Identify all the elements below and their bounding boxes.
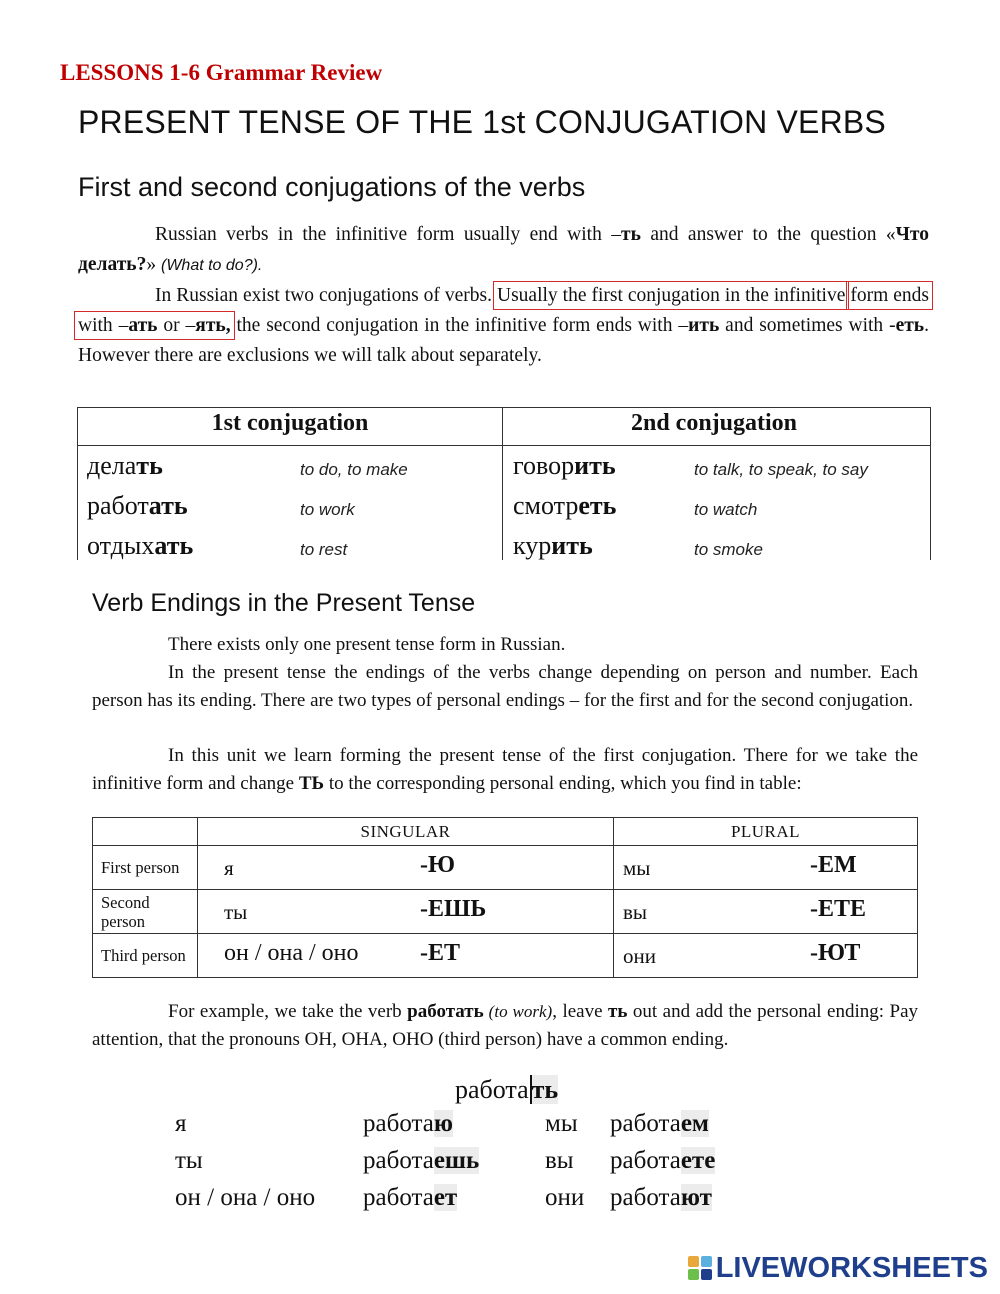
conjugation-table xyxy=(77,407,931,560)
ending: -ЕШЬ xyxy=(420,896,487,922)
verb-rabotat: работать xyxy=(87,491,188,520)
conjugated-form: работают xyxy=(610,1184,712,1211)
translation: to work xyxy=(300,500,355,519)
pronoun: мы xyxy=(545,1110,578,1137)
verb-smotret: смотреть xyxy=(513,491,617,520)
liveworksheets-logo[interactable]: LIVEWORKSHEETS xyxy=(688,1252,988,1285)
plural-header: PLURAL xyxy=(614,818,918,846)
paragraph-one-form: There exists only one present tense form in Russian. xyxy=(168,634,566,655)
pronoun: он / она / оно xyxy=(224,940,359,966)
pronoun: вы xyxy=(545,1147,574,1174)
person-label: Third person xyxy=(93,934,198,978)
translation: to do, to make xyxy=(300,460,408,479)
highlight-box-2: form ends with –ать or –ять, xyxy=(78,285,930,336)
first-conjugation-header: 1st conjugation xyxy=(211,410,369,436)
conjugated-form: работаю xyxy=(363,1110,453,1137)
conjugated-form: работает xyxy=(363,1184,458,1211)
person-label: Second person xyxy=(93,890,198,934)
paragraph-this-unit: In this unit we learn forming the present tense of the first conjugation. There for we take the infinitive form and change ТЬ to the corresponding personal ending, which you find in table: xyxy=(92,745,918,794)
second-conjugation-header: 2nd conjugation xyxy=(630,410,798,436)
verb-kurit: курить xyxy=(513,531,593,560)
translation: to rest xyxy=(300,540,348,559)
paragraph-endings-change: In the present tense the endings of the verbs change depending on person and number. Each person has its ending. There are two types of personal endings – for the first and for the second conjugation. xyxy=(92,662,918,711)
pronoun: ты xyxy=(175,1147,203,1174)
pronoun: я xyxy=(224,856,234,880)
ending: -ЕТЕ xyxy=(810,896,867,922)
paragraph-conjugations: In Russian exist two conjugations of verbs. Usually the first conjugation in the infinitive form ends with –ать or –ять, the second conjugation in the infinitive form ends with –ить and sometimes with -еть. However there are exclusions we will talk about separately. xyxy=(78,285,930,366)
pronoun: ты xyxy=(224,900,248,924)
ending: -ЕМ xyxy=(810,852,857,878)
conjugated-form: работаете xyxy=(610,1147,716,1174)
verb-otdykhat: отдыхать xyxy=(87,531,194,560)
conjugated-form: работаем xyxy=(610,1110,709,1137)
pronoun: они xyxy=(623,944,656,968)
liveworksheets-logo-icon xyxy=(688,1256,712,1280)
ending: -Ю xyxy=(420,852,456,878)
verb-govorit: говорить xyxy=(513,451,616,480)
ending: -ЕТ xyxy=(420,940,461,966)
person-label: First person xyxy=(93,846,198,890)
pronoun: я xyxy=(175,1110,187,1137)
translation: to talk, to speak, to say xyxy=(694,460,868,479)
translation: to smoke xyxy=(694,540,763,559)
conjugated-form: работаешь xyxy=(363,1147,480,1174)
personal-endings-table xyxy=(92,817,918,978)
paragraph-example: For example, we take the verb работать (to work), leave ть out and add the personal ending: Pay attention, that the pronouns ОН, ОНА, ОНО (third person) have a common ending. xyxy=(92,1001,918,1050)
pronoun: они xyxy=(545,1184,585,1211)
lesson-header: LESSONS 1-6 Grammar Review xyxy=(60,60,383,85)
translation: to watch xyxy=(694,500,758,519)
page-title: PRESENT TENSE OF THE 1st CONJUGATION VERBS xyxy=(78,104,886,140)
verb-delat: делать xyxy=(87,451,163,480)
section-subtitle: First and second conjugations of the verbs xyxy=(78,172,586,202)
example-conjugation xyxy=(0,1110,1000,1220)
example-verb: работа ть xyxy=(455,1075,559,1104)
pronoun: он / она / оно xyxy=(175,1184,316,1211)
singular-header: SINGULAR xyxy=(198,818,614,846)
paragraph-intro: Russian verbs in the infinitive form usually end with –ть and answer to the question «Что делать?» (What to do?). xyxy=(78,224,930,275)
highlight-box-1: Usually the first conjugation in the infinitive xyxy=(497,285,846,306)
pronoun: вы xyxy=(623,900,648,924)
ending: -ЮТ xyxy=(810,940,861,966)
pronoun: мы xyxy=(623,856,651,880)
section-title-verb-endings: Verb Endings in the Present Tense xyxy=(92,589,476,617)
